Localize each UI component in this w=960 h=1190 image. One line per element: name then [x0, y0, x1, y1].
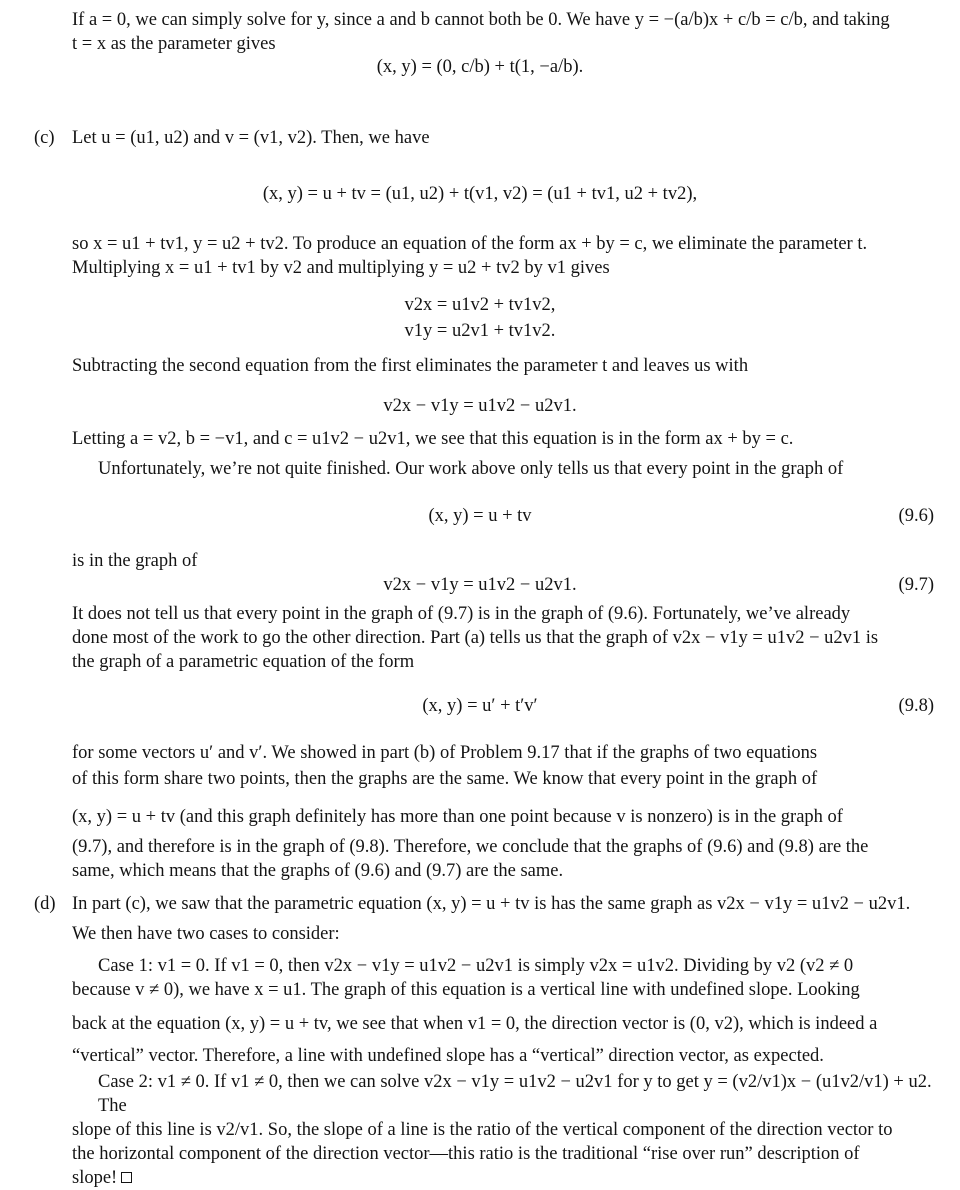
paragraph — [72, 232, 934, 280]
text-line: slope of this line is v2/v1. So, the slope of a line is the ratio of the vertical component of the direction vector to — [72, 1120, 893, 1140]
part-label-c: (c) — [34, 128, 55, 148]
text-fragment: slope! — [72, 1168, 118, 1188]
text-line: Case 2: v1 ≠ 0. If v1 ≠ 0, then we can solve v2x − v1y = u1v2 − u2v1 for y to get y = (v2/v1)x − (u1v2/v1) + u2. The — [98, 1072, 932, 1116]
paragraph: Subtracting the second equation from the first eliminates the parameter t and leaves us with — [72, 356, 749, 376]
text-line: “vertical” vector. Therefore, a line with undefined slope has a “vertical” direction vector, as expected. — [72, 1046, 824, 1066]
equation-u-plus-tv: (x, y) = u + tv = (u1, u2) + t(v1, v2) = (u1 + tv1, u2 + tv2), — [262, 184, 698, 204]
text-line: because v ≠ 0), we have x = u1. The graph of this equation is a vertical line with undefined slope. Looking — [72, 980, 860, 1000]
paragraph: Letting a = v2, b = −v1, and c = u1v2 − u2v1, we see that this equation is in the form ax + by = c. — [72, 429, 794, 449]
equation-number-9-6: (9.6) — [898, 506, 934, 526]
end-of-proof-icon — [121, 1172, 132, 1183]
equation-line-parametric: (x, y) = (0, c/b) + t(1, −a/b). — [376, 57, 584, 77]
text-line: same, which means that the graphs of (9.6) and (9.7) are the same. — [72, 861, 564, 881]
part-c-intro: Let u = (u1, u2) and v = (v1, v2). Then, we have — [72, 128, 430, 148]
equation-result: v2x − v1y = u1v2 − u2v1. — [383, 396, 577, 416]
text-line: back at the equation (x, y) = u + tv, we see that when v1 = 0, the direction vector is (0, v2), which is indeed a — [72, 1014, 878, 1034]
text-line — [72, 1166, 934, 1190]
text-line: so x = u1 + tv1, y = u2 + tv2. To produce an equation of the form ax + by = c, we eliminate the parameter t. — [72, 234, 868, 254]
text-line: We then have two cases to consider: — [72, 924, 340, 944]
equation-system-line-2: v1y = u2v1 + tv1v2. — [404, 321, 556, 341]
text-line: It does not tell us that every point in the graph of (9.7) is in the graph of (9.6). Fortunately, we’ve already — [72, 604, 851, 624]
text-line: Case 1: v1 = 0. If v1 = 0, then v2x − v1y = u1v2 − u2v1 is simply v2x = u1v2. Dividing by v2 (v2 ≠ 0 — [98, 956, 854, 976]
equation-9-8: (x, y) = u′ + t′v′ — [422, 696, 538, 716]
equation-number-9-8: (9.8) — [898, 696, 934, 716]
equation-9-6: (x, y) = u + tv — [428, 506, 532, 526]
part-b-end — [72, 8, 934, 56]
paragraph: is in the graph of — [72, 551, 198, 571]
paragraph — [72, 741, 934, 883]
equation-9-7: v2x − v1y = u1v2 − u2v1. — [383, 575, 577, 595]
part-label-d: (d) — [34, 894, 56, 914]
text-line: for some vectors u′ and v′. We showed in part (b) of Problem 9.17 that if the graphs of two equations — [72, 743, 818, 763]
equation-system-line-1: v2x = u1v2 + tv1v2, — [404, 295, 556, 315]
paragraph — [72, 602, 934, 674]
text-line: the graph of a parametric equation of the form — [72, 652, 415, 672]
text-line: (9.7), and therefore is in the graph of (9.8). Therefore, we conclude that the graphs of (9.6) and (9.8) are the — [72, 837, 869, 857]
text-line: Multiplying x = u1 + tv1 by v2 and multiplying y = u2 + tv2 by v1 gives — [72, 258, 610, 278]
equation-number-9-7: (9.7) — [898, 575, 934, 595]
part-d-body — [72, 892, 934, 946]
text-line: (x, y) = u + tv (and this graph definitely has more than one point because v is nonzero) is in the graph of — [72, 807, 843, 827]
case-1 — [72, 954, 934, 1068]
text-line: done most of the work to go the other direction. Part (a) tells us that the graph of v2x − v1y = u1v2 − u2v1 is — [72, 628, 879, 648]
text-line: In part (c), we saw that the parametric equation (x, y) = u + tv is has the same graph as v2x − v1y = u1v2 − u2v1. — [72, 894, 911, 914]
text-line: t = x as the parameter gives — [72, 34, 276, 54]
paragraph: Unfortunately, we’re not quite finished. Our work above only tells us that every point in the graph of — [98, 459, 844, 479]
text-line: If a = 0, we can simply solve for y, since a and b cannot both be 0. We have y = −(a/b)x + c/b = c/b, and taking — [72, 10, 890, 30]
case-2 — [72, 1070, 934, 1190]
text-line: the horizontal component of the direction vector—this ratio is the traditional “rise over run” description of — [72, 1144, 860, 1164]
text-line: of this form share two points, then the graphs are the same. We know that every point in the graph of — [72, 769, 818, 789]
